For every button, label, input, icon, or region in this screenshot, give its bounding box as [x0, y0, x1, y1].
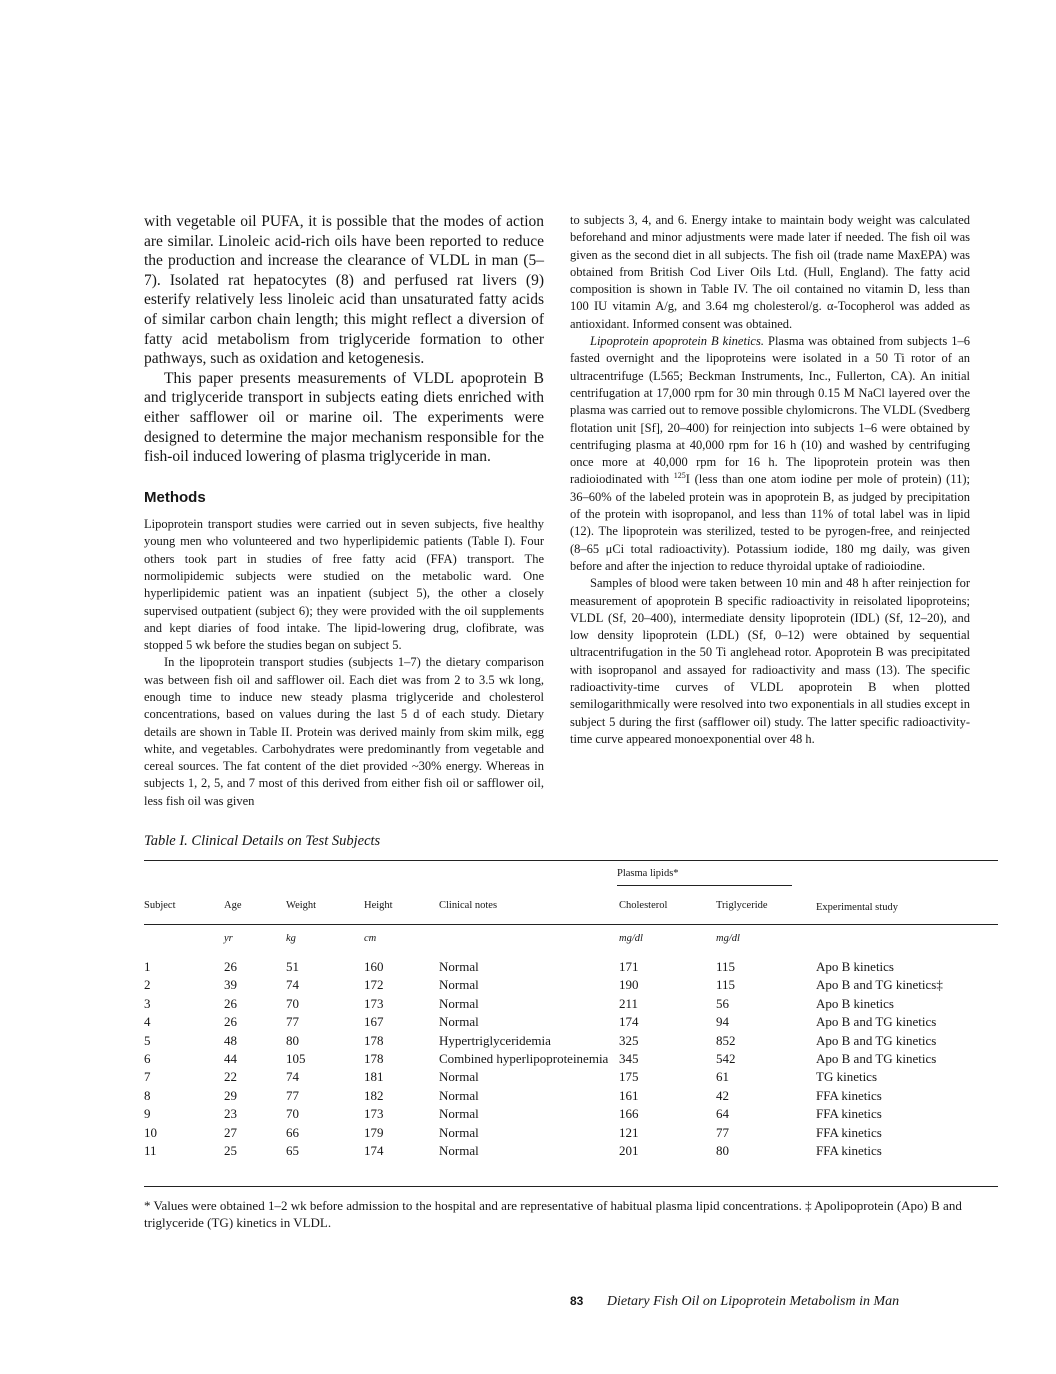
- cell-height: 173: [364, 1106, 384, 1122]
- table-row: [144, 1013, 998, 1031]
- table-bottom-rule: [144, 1186, 998, 1187]
- cell-triglyceride: 64: [716, 1106, 729, 1122]
- col-header-cholesterol: Cholesterol: [619, 900, 668, 911]
- cell-clinical-notes: Normal: [439, 1106, 479, 1122]
- page-number: 83: [570, 1294, 584, 1308]
- cell-weight: 51: [286, 959, 299, 974]
- cell-height: 178: [364, 1051, 384, 1067]
- cell-triglyceride: 115: [716, 977, 736, 993]
- cell-cholesterol: 190: [619, 977, 639, 993]
- table-row: [144, 1068, 998, 1086]
- cell-cholesterol: 325: [619, 1032, 639, 1048]
- cell-cholesterol: 171: [619, 959, 639, 974]
- apo-b-kinetics-heading: Lipoprotein apoprotein B kinetics.: [590, 334, 764, 349]
- apo-b-text-a: Plasma was obtained from subjects 1–6 fasted overnight and the lipoproteins were isolated in a 50 Ti rotor of an ultracentrifuge (L565; Beckman Instruments, Inc., Fullerton, CA). An initial centrifugation at 17,000 rpm for 30 min through 0.15 M NaCl layered over the plasma was carried out to remove possible chylomicrons. The VLDL (Svedberg flotation unit [Sf], 20–400) for reinjection into subjects 1–6 were obtained by centrifuging plasma at 40,000 rpm for 16 h (10) and washed by centrifuging once more at 40,000 rpm for 16 h. The lipoprotein protein was then radioiodinated with: [570, 334, 971, 487]
- cell-weight: 77: [286, 1014, 299, 1030]
- cell-experimental-study: FFA kinetics: [816, 1143, 882, 1159]
- cell-cholesterol: 166: [619, 1106, 639, 1122]
- cell-experimental-study: FFA kinetics: [816, 1124, 882, 1140]
- cell-cholesterol: 211: [619, 995, 639, 1011]
- methods-heading: Methods: [144, 488, 206, 506]
- cell-age: 44: [224, 1051, 237, 1067]
- cell-age: 27: [224, 1124, 237, 1140]
- cell-clinical-notes: Combined hyperlipoproteinemia: [439, 1051, 609, 1067]
- cell-weight: 80: [286, 1032, 299, 1048]
- cell-clinical-notes: Normal: [439, 1143, 479, 1159]
- cell-weight: 70: [286, 1106, 299, 1122]
- table-body: [144, 954, 998, 1160]
- cell-clinical-notes: Normal: [439, 977, 479, 993]
- col-header-weight: Weight: [286, 900, 317, 911]
- cell-cholesterol: 201: [619, 1143, 639, 1159]
- cell-clinical-notes: Normal: [439, 1014, 479, 1030]
- running-title: Dietary Fish Oil on Lipoprotein Metabolism in Man: [606, 1294, 900, 1309]
- cell-weight: 105: [286, 1051, 306, 1067]
- cell-age: 22: [224, 1069, 237, 1085]
- cell-height: 172: [364, 977, 384, 993]
- left-column: [144, 212, 544, 810]
- cell-age: 39: [224, 977, 237, 993]
- table-row: [144, 976, 998, 994]
- cell-cholesterol: 121: [619, 1124, 639, 1140]
- col-header-height: Height: [364, 900, 393, 911]
- cell-triglyceride: 77: [716, 1124, 729, 1140]
- cell-triglyceride: 80: [716, 1143, 729, 1159]
- col-header-age: Age: [224, 900, 242, 911]
- cell-experimental-study: Apo B kinetics: [816, 995, 894, 1011]
- cell-age: 29: [224, 1087, 237, 1103]
- plasma-lipids-header: Plasma lipids*: [619, 868, 816, 894]
- unit-height: cm: [364, 932, 377, 944]
- cell-weight: 74: [286, 1069, 299, 1085]
- cell-cholesterol: 175: [619, 1069, 639, 1085]
- column-header-row: [144, 894, 998, 924]
- cell-subject: 2: [144, 977, 151, 993]
- intro-paragraph-1: with vegetable oil PUFA, it is possible that the modes of action are similar. Linoleic acid-rich oils have been reported to reduce the production and increase the clearance of VLDL in man (5–7). Isolated rat hepatocytes (8) and perfused rat livers (9) esterify relatively less linoleic acid than unsaturated fatty acids of similar carbon chain length; this might reflect a diversion of fatty acid metabolism from triglyceride formation to other pathways, such as oxidation and ketogenesis.: [144, 213, 544, 368]
- unit-triglyceride: mg/dl: [716, 932, 740, 944]
- page-footer: [570, 1294, 899, 1310]
- cell-triglyceride: 542: [716, 1051, 736, 1067]
- unit-weight: kg: [286, 932, 296, 944]
- cell-triglyceride: 61: [716, 1069, 729, 1085]
- cell-subject: 10: [144, 1124, 157, 1140]
- cell-age: 26: [224, 995, 237, 1011]
- table-row: [144, 1124, 998, 1142]
- cell-height: 167: [364, 1014, 384, 1030]
- cell-subject: 6: [144, 1051, 151, 1067]
- cell-clinical-notes: Normal: [439, 1069, 479, 1085]
- cell-clinical-notes: Normal: [439, 1124, 479, 1140]
- cell-experimental-study: Apo B and TG kinetics: [816, 1014, 937, 1030]
- cell-weight: 70: [286, 995, 299, 1011]
- col-header-clinical-notes: Clinical notes: [439, 900, 498, 911]
- cell-experimental-study: TG kinetics: [816, 1069, 878, 1085]
- group-header-row: [144, 868, 998, 894]
- cell-weight: 66: [286, 1124, 299, 1140]
- methods-paragraph-1: Lipoprotein transport studies were carried out in seven subjects, five healthy young men who volunteered and two hyperlipidemic patients (Table I). Four others took part in studies of free fatty acid (FFA) transport. The normolipidemic subjects were studied on the metabolic ward. One hyperlipidemic patient was an inpatient (subject 5), the other a closely supervised outpatient (subject 6); they were provided with the oil supplements and kept diaries of food intake. The lipid-lowering drug, clofibrate, was stopped 5 wk before the studies began on subject 5.: [144, 517, 544, 653]
- cell-age: 48: [224, 1032, 237, 1048]
- cell-clinical-notes: Normal: [439, 959, 479, 974]
- cell-experimental-study: Apo B and TG kinetics‡: [816, 977, 943, 993]
- cell-age: 26: [224, 959, 237, 974]
- col-header-triglyceride: Triglyceride: [716, 900, 768, 911]
- table-title: Table I. Clinical Details on Test Subjects: [144, 833, 381, 849]
- right-paragraph-1: to subjects 3, 4, and 6. Energy intake to maintain body weight was calculated beforehand and minor adjustments were made later if needed. The fish oil was given as the second diet in all subjects. The fish oil (trade name MaxEPA) was obtained from British Cod Liver Oils Ltd. (Hull, England). The fatty acid composition is shown in Table IV. The oil contained no vitamin D, less than 100 IU vitamin A/g, and 3.64 mg cholesterol/g. α-Tocopherol was added as antioxidant. Informed consent was obtained.: [570, 213, 970, 331]
- cell-triglyceride: 115: [716, 959, 736, 974]
- cell-height: 181: [364, 1069, 384, 1085]
- cell-triglyceride: 852: [716, 1032, 736, 1048]
- cell-cholesterol: 161: [619, 1087, 639, 1103]
- cell-age: 26: [224, 1014, 237, 1030]
- cell-age: 25: [224, 1143, 237, 1159]
- cell-subject: 8: [144, 1087, 151, 1103]
- cell-subject: 1: [144, 959, 151, 974]
- table-row: [144, 1032, 998, 1050]
- right-paragraph-3: Samples of blood were taken between 10 min and 48 h after reinjection for measurement of apoprotein B specific radioactivity in reisolated lipoproteins; VLDL (Sf, 20–400), intermediate density lipoprotein (IDL) (Sf, 12–20), and low density lipoprotein (LDL) (Sf, 0–12) were obtained by sequential ultracentrifugation in the 50 Ti anglehead rotor. Apoprotein B was precipitated with isopropanol and assayed for radioactivity and mass (13). The specific radioactivity-time curves of VLDL apoprotein B when plotted semilogarithmically were resolved into two exponentials in all studies except in subject 5 during the first (safflower oil) study. The latter specific radioactivity-time curve appeared monoexponential over 48 h.: [570, 576, 970, 746]
- cell-weight: 65: [286, 1143, 299, 1159]
- table-row: [144, 1105, 998, 1123]
- cell-height: 182: [364, 1087, 384, 1103]
- iodine-isotope-superscript: 125: [673, 471, 686, 481]
- cell-weight: 74: [286, 977, 299, 993]
- cell-experimental-study: FFA kinetics: [816, 1087, 882, 1103]
- cell-triglyceride: 56: [716, 995, 729, 1011]
- cell-subject: 11: [144, 1143, 157, 1159]
- cell-age: 23: [224, 1106, 237, 1122]
- cell-subject: 5: [144, 1032, 151, 1048]
- apo-b-text-b: I (less than one atom iodine per mole of protein) (11); 36–60% of the labeled protein was in apoprotein B, as judged by precipitation of the protein with isopropanol, and less than 11% of total label was in lipid (12). The lipoprotein was sterilized, tested to be pyrogen-free, and reinjected (8–65 μCi total radioactivity). Potassium iodide, 180 mg daily, was given before and after the injection to reduce thyroidal uptake of radioiodine.: [570, 472, 971, 573]
- cell-clinical-notes: Hypertriglyceridemia: [439, 1032, 551, 1048]
- unit-age: yr: [224, 932, 233, 944]
- cell-clinical-notes: Normal: [439, 995, 479, 1011]
- cell-triglyceride: 94: [716, 1014, 729, 1030]
- cell-cholesterol: 345: [619, 1051, 639, 1067]
- table-row: [144, 995, 998, 1013]
- units-row: [144, 924, 998, 954]
- cell-subject: 7: [144, 1069, 151, 1085]
- cell-subject: 4: [144, 1014, 151, 1030]
- cell-experimental-study: Apo B kinetics: [816, 959, 894, 974]
- cell-height: 173: [364, 995, 384, 1011]
- table-footnote: * Values were obtained 1–2 wk before admission to the hospital and are representative of habitual plasma lipid concentrations. ‡ Apolipoprotein (Apo) B and triglyceride (TG) kinetics in VLDL.: [144, 1198, 962, 1230]
- cell-cholesterol: 174: [619, 1014, 639, 1030]
- cell-weight: 77: [286, 1087, 299, 1103]
- cell-height: 174: [364, 1143, 384, 1159]
- col-header-subject: Subject: [144, 900, 176, 911]
- unit-cholesterol: mg/dl: [619, 932, 643, 944]
- apo-b-kinetics-paragraph: [570, 333, 970, 575]
- subjects-table: [144, 868, 998, 1160]
- table-row: [144, 1142, 998, 1160]
- cell-experimental-study: Apo B and TG kinetics: [816, 1051, 937, 1067]
- right-column: [570, 212, 970, 748]
- table-row: [144, 954, 998, 976]
- cell-triglyceride: 42: [716, 1087, 729, 1103]
- table-top-rule: [144, 860, 998, 861]
- intro-paragraph-2: This paper presents measurements of VLDL apoprotein B and triglyceride transport in subjects eating diets enriched with either safflower oil or marine oil. The experiments were designed to determine the major mechanism responsible for the fish-oil induced lowering of plasma triglyceride in man.: [144, 369, 544, 466]
- cell-subject: 3: [144, 995, 151, 1011]
- cell-clinical-notes: Normal: [439, 1087, 479, 1103]
- cell-experimental-study: Apo B and TG kinetics: [816, 1032, 937, 1048]
- cell-height: 179: [364, 1124, 384, 1140]
- col-header-experimental-study: Experimental study: [816, 902, 898, 913]
- table-row: [144, 1087, 998, 1105]
- cell-experimental-study: FFA kinetics: [816, 1106, 882, 1122]
- cell-height: 178: [364, 1032, 384, 1048]
- table-row: [144, 1050, 998, 1068]
- cell-subject: 9: [144, 1106, 151, 1122]
- cell-height: 160: [364, 959, 384, 974]
- methods-paragraph-2: In the lipoprotein transport studies (subjects 1–7) the dietary comparison was between fish oil and safflower oil. Each diet was from 2 to 3.5 wk long, enough time to induce new steady plasma triglyceride and cholesterol concentrations, based on values during the last 5 d of each study. Dietary details are shown in Table II. Protein was derived mainly from skim milk, egg white, and vegetables. Carbohydrates were predominantly from vegetable and cereal sources. The fat content of the diet provided ~30% energy. Whereas in subjects 1, 2, 5, and 7 most of this derived from either fish oil or safflower oil, less fish oil was given: [144, 655, 544, 808]
